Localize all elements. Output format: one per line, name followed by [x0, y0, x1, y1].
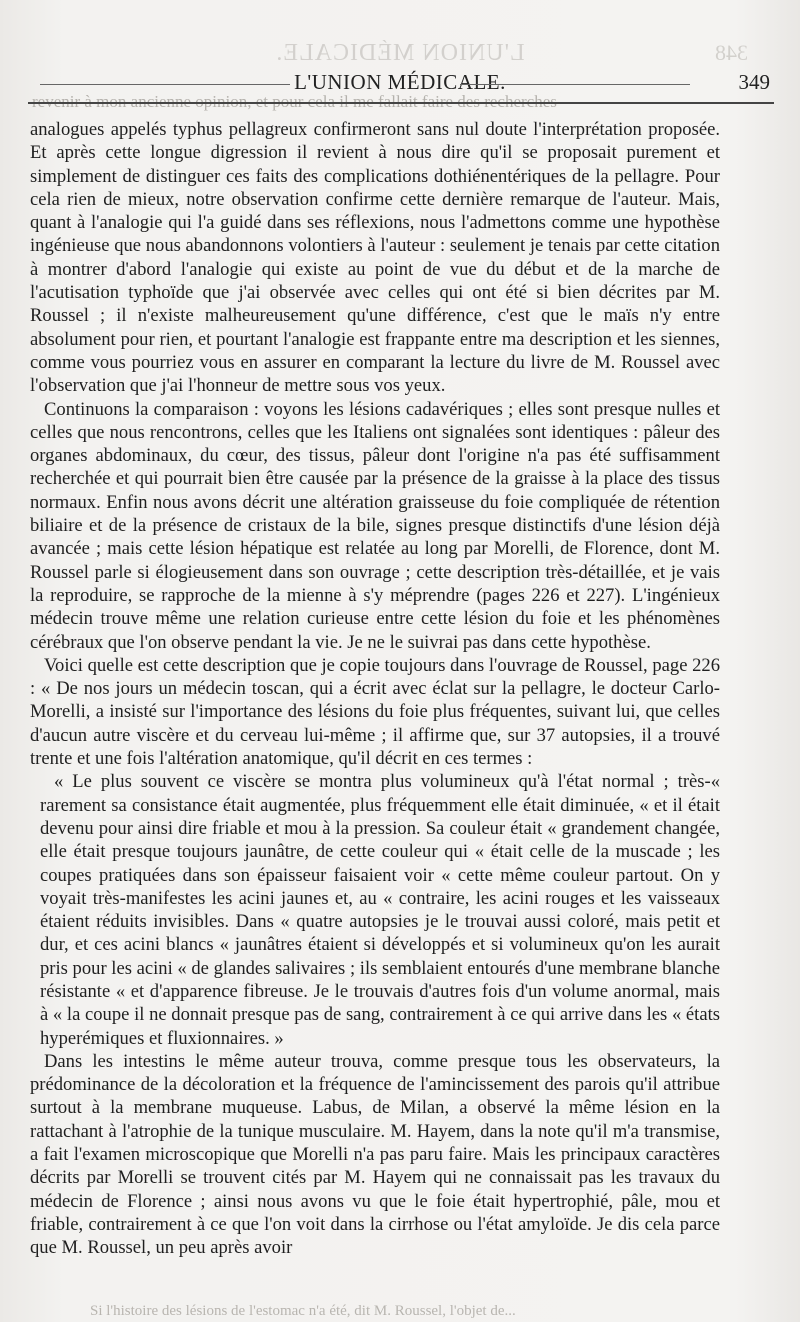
journal-title: L'UNION MÉDICALE.	[294, 70, 506, 94]
page-number: 349	[738, 70, 770, 94]
paragraph-2: Continuons la comparaison : voyons les lésions cadavériques ; elles sont presque nulles et celles que nous rencontrons, celles que les Italiens ont signalées sont identiques : pâleur des organes abdominaux, du cœur, des tissus, pâleur dont l'origine n'a pas été suffisamment recherchée et qui pourrait bien être causée par la présence de la graisse à la place des tissus normaux. Enfin nous avons décrit une altération graisseuse du foie compliquée de rétention biliaire et de la présence de cristaux de la bile, signes presque distinctifs d'une lésion déjà avancée ; mais cette lésion hépatique est relatée au long par Morelli, de Florence, dont M. Roussel parle si élogieusement dans son ouvrage ; cette description très-détaillée, et je vais la reproduire, se rapproche de la mienne à s'y méprendre (pages 226 et 227). L'ingénieux médecin trouve même une relation curieuse entre cette lésion du foie et les phénomènes cérébraux que l'on observe pendant la vie. Je ne le suivrai pas dans cette hypothèse.	[30, 398, 720, 653]
quotation-morelli: « Le plus souvent ce viscère se montra plus volumineux qu'à l'état normal ; très-« rarement sa consistance était augmentée, plus fréquemment elle était diminuée, « et il était devenu pour ainsi dire friable et mou à la pression. Sa couleur était « grandement changée, elle était presque toujours jaunâtre, de cette couleur qui « était celle de la muscade ; les coupes pratiquées dans son épaisseur faisaient voir « cette même couleur partout. On y voyait très-manifestes les acini jaunes et, au « contraire, les acini rouges et les vaisseaux étaient réduits invisibles. Dans « quatre autopsies je le trouvai aussi coloré, mais petit et dur, et ces acini blancs « jaunâtres étaient si développés et si volumineux qu'on les aurait pris pour les acini « de glandes salivaires ; ils semblaient entourés d'une membrane blanche résistante « et d'apparence fibreuse. Je le trouvais d'autres fois d'un volume anormal, mais à « la coupe il ne donnait presque pas de sang, contrairement à ce qui arrive dans les « états hyperémiques et fluxionnaires. »	[40, 771, 720, 1049]
bleedthrough-text-bottom: Si l'histoire des lésions de l'estomac n'a été, dit M. Roussel, l'objet de...	[90, 1303, 516, 1319]
header-separator	[28, 102, 774, 104]
mirror-header-bleedthrough: L'UNION MÉDICALE.	[275, 40, 525, 66]
article-body	[30, 118, 720, 1260]
paragraph-5: Dans les intestins le même auteur trouva, comme presque tous les observateurs, la prédominance de la décoloration et la fréquence de l'amincissement des parois qu'il attribue surtout à la membrane muqueuse. Labus, de Milan, a observé la même lésion en la rattachant à l'atrophie de la tunique musculaire. M. Hayem, dans la note qu'il m'a transmise, a fait l'examen microscopique que Morelli n'a pas paru faire. Mais les principaux caractères décrits par Morelli se trouvent cités par M. Hayem qui ne connaissait pas les travaux du médecin de Florence ; ainsi nous avons vu que le foie était hypertrophié, pâle, mou et friable, contrairement à ce que l'on voit dans la cirrhose ou l'état amyloïde. Je dis cela parce que M. Roussel, un peu après avoir	[30, 1050, 720, 1259]
paragraph-3: Voici quelle est cette description que je copie toujours dans l'ouvrage de Roussel, page 226 : « De nos jours un médecin toscan, qui a écrit avec éclat sur la pellagre, le docteur Carlo-Morelli, a insisté sur l'importance des lésions du foie plus fréquentes, suivant lui, que celles d'aucun autre viscère et du cerveau lui-même ; il affirme que, sur 37 autopsies, il a trouvé trente et une fois l'altération anatomique, qu'il décrit en ces termes :	[30, 654, 720, 770]
header-rule-right	[460, 84, 690, 85]
paragraph-1: analogues appelés typhus pellagreux confirmeront sans nul doute l'interprétation proposée. Et après cette longue digression il revient à nous dire qu'il se proposait purement et simplement de distinguer ces faits des complications dothiénentériques de la pellagre. Pour cela rien de mieux, notre observation confirme cette dernière remarque de l'auteur. Mais, quant à l'analogie qui l'a guidé dans ses réflexions, nous l'admettons comme une hypothèse ingénieuse que nous abandonnons volontiers à l'auteur : seulement je tenais par cette citation à montrer d'abord l'analogie qui existe au point de vue du début et de la marche de l'acutisation typhoïde que j'ai observée avec celles qui ont été si bien décrites par M. Roussel ; il n'existe malheureusement qu'une différence, c'est que le maïs n'y entre absolument pour rien, et pourtant l'analogie est frappante entre ma description et les siennes, comme vous pourriez vous en assurer en comparant la lecture du livre de M. Roussel avec l'observation que j'ai l'honneur de mettre sous vos yeux.	[30, 119, 720, 397]
mirror-page-number-bleedthrough: 348	[715, 40, 748, 65]
bleedthrough-text-top: revenir à mon ancienne opinion, et pour cela il me fallait faire des recherches	[32, 92, 557, 111]
